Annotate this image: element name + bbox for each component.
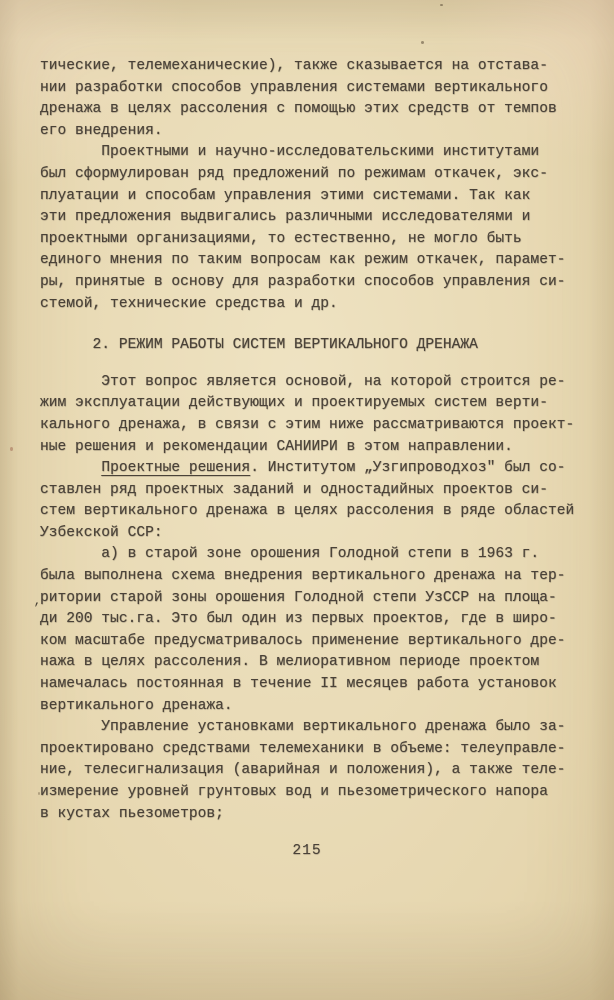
text-line: его внедрения. — [40, 122, 163, 139]
text-segment — [40, 460, 101, 476]
text-line: измерение уровней грунтовых вод и пьезометрического напора — [40, 784, 548, 800]
text-line: намечалась постоянная в течение II месяцев работа установок — [40, 676, 557, 693]
paragraph — [40, 544, 584, 717]
text-line: была выполнена схема внедрения вертикального дренажа на тер- — [40, 568, 566, 585]
paper-speck — [38, 792, 40, 795]
text-line — [40, 458, 584, 480]
text-line: ные решения и рекомендации САНИИРИ в этом направлении. — [40, 438, 513, 455]
text-line: а) в старой зоне орошения Голодной степи в 1963 г. — [40, 546, 540, 563]
paragraph — [40, 142, 584, 315]
text-line: стем вертикального дренажа в целях рассоления в ряде областей — [40, 503, 575, 520]
text-line: ры, принятые в основу для разработки способов управления си- — [40, 273, 566, 290]
text-line: Управление установками вертикального дренажа было за- — [40, 719, 566, 736]
text-line: эти предложения выдвигались различными исследователями и — [40, 209, 531, 226]
text-line: ди 200 тыс.га. Это был один из первых проектов, где в широ- — [40, 611, 557, 628]
text-line: жим эксплуатации действующих и проектируемых систем верти- — [40, 395, 548, 412]
paragraph — [40, 458, 584, 544]
typewriter-stray-mark: ‚ — [33, 593, 41, 608]
text-line: проектными организациями, то естественно, не могло быть — [40, 230, 522, 247]
paper-speck — [440, 4, 443, 6]
text-line: вертикального дренажа. — [40, 697, 233, 714]
underlined-phrase: Проектные решения — [101, 460, 251, 477]
text-line: стемой, технические средства и др. — [40, 295, 338, 312]
paragraph — [40, 56, 584, 142]
text-line: Этот вопрос является основой, на которой строится ре- — [40, 373, 566, 390]
text-line: ритории старой зоны орошения Голодной степи УзССР на площа- — [40, 589, 557, 606]
text-line: был сформулирован ряд предложений по режимам откачек, экс- — [40, 165, 548, 182]
text-line: ние, телесигнализация (аварийная и положения), а также теле- — [40, 762, 566, 779]
document-text — [40, 56, 584, 825]
text-segment: . Институтом „Узгипроводхоз" был со- — [250, 460, 566, 477]
text-line: ком масштабе предусматривалось применение вертикального дре- — [40, 632, 566, 649]
page-number: 215 — [292, 843, 322, 859]
section-heading — [40, 335, 584, 357]
text-line: кального дренажа, в связи с этим ниже рассматриваются проект- — [40, 416, 575, 433]
text-line: дренажа в целях рассоления с помощью этих средств от темпов — [40, 101, 557, 118]
paragraph — [40, 717, 584, 825]
text-line: Проектными и научно-исследовательскими институтами — [40, 144, 540, 161]
text-line: нажа в целях рассоления. В мелиоративном периоде проектом — [40, 654, 540, 671]
paper-speck — [10, 447, 13, 451]
text-line: тические, телемеханические), также сказывается на отстава- — [40, 58, 548, 74]
paper-speck — [421, 41, 424, 44]
text-line: ставлен ряд проектных заданий и одностадийных проектов си- — [40, 481, 548, 498]
text-line: Узбекской ССР: — [40, 524, 163, 541]
text-line: в кустах пьезометров; — [40, 805, 224, 822]
text-line: нии разработки способов управления системами вертикального — [40, 79, 548, 96]
text-line: единого мнения по таким вопросам как режим откачек, парамет- — [40, 252, 566, 269]
text-line: 2. РЕЖИМ РАБОТЫ СИСТЕМ ВЕРТИКАЛЬНОГО ДРЕНАЖА — [40, 337, 478, 354]
text-line: плуатации и способам управления этими системами. Так как — [40, 187, 531, 204]
text-line: проектировано средствами телемеханики в объеме: телеуправле- — [40, 740, 566, 757]
paragraph — [40, 372, 584, 458]
